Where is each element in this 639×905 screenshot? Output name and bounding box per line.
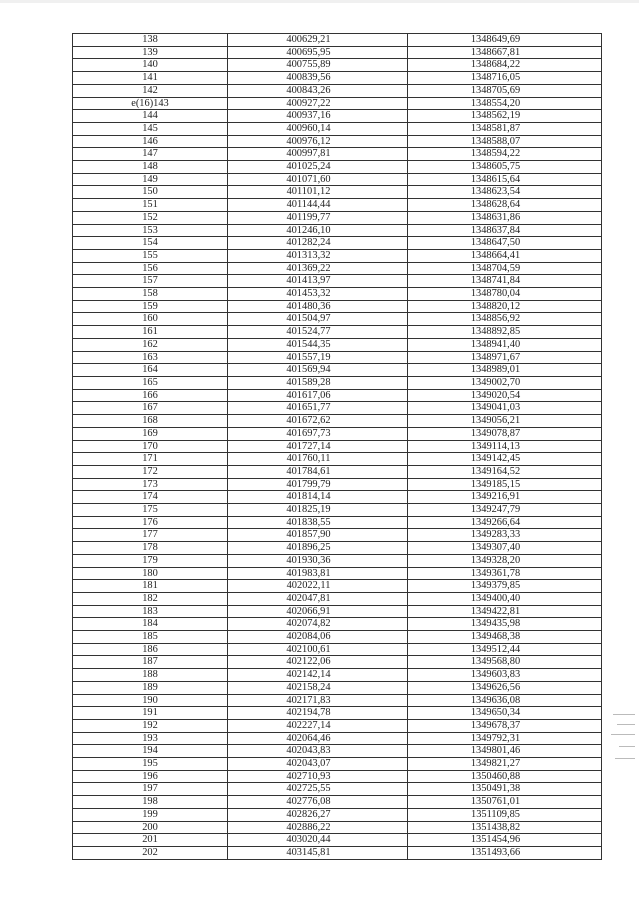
y-coordinate-cell: 1349821,27 bbox=[408, 758, 602, 771]
point-number-cell: 141 bbox=[73, 72, 228, 85]
y-coordinate-cell: 1349142,45 bbox=[408, 453, 602, 466]
y-coordinate-cell: 1348588,07 bbox=[408, 135, 602, 148]
point-number-cell: 148 bbox=[73, 161, 228, 174]
y-coordinate-cell: 1348615,64 bbox=[408, 173, 602, 186]
y-coordinate-cell: 1349468,38 bbox=[408, 631, 602, 644]
point-number-cell: 173 bbox=[73, 478, 228, 491]
x-coordinate-cell: 401857,90 bbox=[228, 529, 408, 542]
table-row bbox=[73, 567, 602, 580]
table-row bbox=[73, 313, 602, 326]
point-number-cell: 155 bbox=[73, 249, 228, 262]
y-coordinate-cell: 1349422,81 bbox=[408, 605, 602, 618]
table-row bbox=[73, 364, 602, 377]
x-coordinate-cell: 403020,44 bbox=[228, 834, 408, 847]
table-row bbox=[73, 173, 602, 186]
table-row bbox=[73, 249, 602, 262]
y-coordinate-cell: 1349400,40 bbox=[408, 592, 602, 605]
x-coordinate-cell: 402710,93 bbox=[228, 770, 408, 783]
table-row bbox=[73, 491, 602, 504]
table-row bbox=[73, 211, 602, 224]
table-row bbox=[73, 376, 602, 389]
y-coordinate-cell: 1349435,98 bbox=[408, 618, 602, 631]
y-coordinate-cell: 1349636,08 bbox=[408, 694, 602, 707]
coordinates-table-body bbox=[73, 34, 602, 860]
x-coordinate-cell: 401672,62 bbox=[228, 415, 408, 428]
y-coordinate-cell: 1348581,87 bbox=[408, 122, 602, 135]
x-coordinate-cell: 403145,81 bbox=[228, 847, 408, 860]
y-coordinate-cell: 1348820,12 bbox=[408, 300, 602, 313]
table-row bbox=[73, 669, 602, 682]
table-row bbox=[73, 97, 602, 110]
table-row bbox=[73, 453, 602, 466]
point-number-cell: 170 bbox=[73, 440, 228, 453]
x-coordinate-cell: 401651,77 bbox=[228, 402, 408, 415]
y-coordinate-cell: 1350460,88 bbox=[408, 770, 602, 783]
table-row bbox=[73, 529, 602, 542]
point-number-cell: 154 bbox=[73, 237, 228, 250]
point-number-cell: 172 bbox=[73, 465, 228, 478]
table-row bbox=[73, 84, 602, 97]
y-coordinate-cell: 1349650,34 bbox=[408, 707, 602, 720]
x-coordinate-cell: 401282,24 bbox=[228, 237, 408, 250]
point-number-cell: 159 bbox=[73, 300, 228, 313]
table-row bbox=[73, 656, 602, 669]
x-coordinate-cell: 401453,32 bbox=[228, 288, 408, 301]
y-coordinate-cell: 1349568,80 bbox=[408, 656, 602, 669]
point-number-cell: 190 bbox=[73, 694, 228, 707]
table-row bbox=[73, 745, 602, 758]
y-coordinate-cell: 1348741,84 bbox=[408, 275, 602, 288]
point-number-cell: 193 bbox=[73, 732, 228, 745]
point-number-cell: 146 bbox=[73, 135, 228, 148]
point-number-cell: 162 bbox=[73, 338, 228, 351]
x-coordinate-cell: 401896,25 bbox=[228, 542, 408, 555]
table-row bbox=[73, 110, 602, 123]
point-number-cell: 187 bbox=[73, 656, 228, 669]
coordinates-table bbox=[72, 33, 602, 860]
x-coordinate-cell: 402826,27 bbox=[228, 808, 408, 821]
point-number-cell: 186 bbox=[73, 643, 228, 656]
x-coordinate-cell: 401814,14 bbox=[228, 491, 408, 504]
x-coordinate-cell: 401413,97 bbox=[228, 275, 408, 288]
point-number-cell: 184 bbox=[73, 618, 228, 631]
point-number-cell: 147 bbox=[73, 148, 228, 161]
x-coordinate-cell: 401199,77 bbox=[228, 211, 408, 224]
point-number-cell: 183 bbox=[73, 605, 228, 618]
x-coordinate-cell: 400695,95 bbox=[228, 46, 408, 59]
y-coordinate-cell: 1349114,13 bbox=[408, 440, 602, 453]
y-coordinate-cell: 1348562,19 bbox=[408, 110, 602, 123]
table-row bbox=[73, 72, 602, 85]
x-coordinate-cell: 401101,12 bbox=[228, 186, 408, 199]
point-number-cell: 191 bbox=[73, 707, 228, 720]
table-row bbox=[73, 847, 602, 860]
y-coordinate-cell: 1349020,54 bbox=[408, 389, 602, 402]
point-number-cell: 149 bbox=[73, 173, 228, 186]
x-coordinate-cell: 400997,81 bbox=[228, 148, 408, 161]
y-coordinate-cell: 1348684,22 bbox=[408, 59, 602, 72]
y-coordinate-cell: 1348705,69 bbox=[408, 84, 602, 97]
x-coordinate-cell: 401524,77 bbox=[228, 326, 408, 339]
y-coordinate-cell: 1348856,92 bbox=[408, 313, 602, 326]
table-row bbox=[73, 224, 602, 237]
page-top-edge bbox=[0, 0, 639, 3]
x-coordinate-cell: 401071,60 bbox=[228, 173, 408, 186]
point-number-cell: 177 bbox=[73, 529, 228, 542]
y-coordinate-cell: 1349801,46 bbox=[408, 745, 602, 758]
x-coordinate-cell: 401617,06 bbox=[228, 389, 408, 402]
table-row bbox=[73, 338, 602, 351]
y-coordinate-cell: 1348647,50 bbox=[408, 237, 602, 250]
table-row bbox=[73, 440, 602, 453]
point-number-cell: 153 bbox=[73, 224, 228, 237]
x-coordinate-cell: 402066,91 bbox=[228, 605, 408, 618]
x-coordinate-cell: 402142,14 bbox=[228, 669, 408, 682]
y-coordinate-cell: 1350491,38 bbox=[408, 783, 602, 796]
point-number-cell: 169 bbox=[73, 427, 228, 440]
y-coordinate-cell: 1351493,66 bbox=[408, 847, 602, 860]
table-row bbox=[73, 542, 602, 555]
table-row bbox=[73, 631, 602, 644]
x-coordinate-cell: 401697,73 bbox=[228, 427, 408, 440]
y-coordinate-cell: 1348989,01 bbox=[408, 364, 602, 377]
point-number-cell: 145 bbox=[73, 122, 228, 135]
point-number-cell: 182 bbox=[73, 592, 228, 605]
x-coordinate-cell: 400937,16 bbox=[228, 110, 408, 123]
x-coordinate-cell: 401727,14 bbox=[228, 440, 408, 453]
x-coordinate-cell: 402171,83 bbox=[228, 694, 408, 707]
x-coordinate-cell: 402194,78 bbox=[228, 707, 408, 720]
y-coordinate-cell: 1349678,37 bbox=[408, 719, 602, 732]
table-row bbox=[73, 554, 602, 567]
x-coordinate-cell: 401504,97 bbox=[228, 313, 408, 326]
y-coordinate-cell: 1348623,54 bbox=[408, 186, 602, 199]
x-coordinate-cell: 401025,24 bbox=[228, 161, 408, 174]
point-number-cell: 189 bbox=[73, 681, 228, 694]
table-row bbox=[73, 605, 602, 618]
point-number-cell: 179 bbox=[73, 554, 228, 567]
point-number-cell: 167 bbox=[73, 402, 228, 415]
x-coordinate-cell: 402776,08 bbox=[228, 796, 408, 809]
table-row bbox=[73, 186, 602, 199]
table-row bbox=[73, 351, 602, 364]
point-number-cell: 157 bbox=[73, 275, 228, 288]
point-number-cell: 144 bbox=[73, 110, 228, 123]
point-number-cell: 175 bbox=[73, 504, 228, 517]
x-coordinate-cell: 402158,24 bbox=[228, 681, 408, 694]
table-row bbox=[73, 300, 602, 313]
x-coordinate-cell: 402100,61 bbox=[228, 643, 408, 656]
y-coordinate-cell: 1348780,04 bbox=[408, 288, 602, 301]
point-number-cell: 171 bbox=[73, 453, 228, 466]
point-number-cell: 202 bbox=[73, 847, 228, 860]
table-row bbox=[73, 643, 602, 656]
table-row bbox=[73, 770, 602, 783]
table-row bbox=[73, 59, 602, 72]
table-row bbox=[73, 34, 602, 47]
point-number-cell: 150 bbox=[73, 186, 228, 199]
y-coordinate-cell: 1351438,82 bbox=[408, 821, 602, 834]
x-coordinate-cell: 402074,82 bbox=[228, 618, 408, 631]
x-coordinate-cell: 400927,22 bbox=[228, 97, 408, 110]
table-row bbox=[73, 719, 602, 732]
table-row bbox=[73, 326, 602, 339]
table-row bbox=[73, 834, 602, 847]
point-number-cell: e(16)143 bbox=[73, 97, 228, 110]
x-coordinate-cell: 402064,46 bbox=[228, 732, 408, 745]
table-row bbox=[73, 580, 602, 593]
x-coordinate-cell: 401838,55 bbox=[228, 516, 408, 529]
point-number-cell: 197 bbox=[73, 783, 228, 796]
table-row bbox=[73, 707, 602, 720]
point-number-cell: 201 bbox=[73, 834, 228, 847]
x-coordinate-cell: 400629,21 bbox=[228, 34, 408, 47]
point-number-cell: 158 bbox=[73, 288, 228, 301]
point-number-cell: 198 bbox=[73, 796, 228, 809]
table-row bbox=[73, 821, 602, 834]
table-row bbox=[73, 758, 602, 771]
point-number-cell: 199 bbox=[73, 808, 228, 821]
point-number-cell: 195 bbox=[73, 758, 228, 771]
y-coordinate-cell: 1348892,85 bbox=[408, 326, 602, 339]
table-row bbox=[73, 415, 602, 428]
y-coordinate-cell: 1349041,03 bbox=[408, 402, 602, 415]
table-row bbox=[73, 427, 602, 440]
y-coordinate-cell: 1349626,56 bbox=[408, 681, 602, 694]
x-coordinate-cell: 401369,22 bbox=[228, 262, 408, 275]
y-coordinate-cell: 1349185,15 bbox=[408, 478, 602, 491]
x-coordinate-cell: 401246,10 bbox=[228, 224, 408, 237]
table-row bbox=[73, 199, 602, 212]
y-coordinate-cell: 1349216,91 bbox=[408, 491, 602, 504]
point-number-cell: 194 bbox=[73, 745, 228, 758]
point-number-cell: 163 bbox=[73, 351, 228, 364]
table-row bbox=[73, 161, 602, 174]
x-coordinate-cell: 401930,36 bbox=[228, 554, 408, 567]
table-row bbox=[73, 796, 602, 809]
x-coordinate-cell: 400839,56 bbox=[228, 72, 408, 85]
y-coordinate-cell: 1348594,22 bbox=[408, 148, 602, 161]
table-row bbox=[73, 237, 602, 250]
point-number-cell: 174 bbox=[73, 491, 228, 504]
table-row bbox=[73, 122, 602, 135]
table-row bbox=[73, 783, 602, 796]
y-coordinate-cell: 1349164,52 bbox=[408, 465, 602, 478]
x-coordinate-cell: 402886,22 bbox=[228, 821, 408, 834]
table-row bbox=[73, 808, 602, 821]
x-coordinate-cell: 401760,11 bbox=[228, 453, 408, 466]
y-coordinate-cell: 1349247,79 bbox=[408, 504, 602, 517]
y-coordinate-cell: 1349307,40 bbox=[408, 542, 602, 555]
y-coordinate-cell: 1351454,96 bbox=[408, 834, 602, 847]
y-coordinate-cell: 1348637,84 bbox=[408, 224, 602, 237]
y-coordinate-cell: 1348554,20 bbox=[408, 97, 602, 110]
coordinates-table-container bbox=[72, 33, 601, 860]
x-coordinate-cell: 400976,12 bbox=[228, 135, 408, 148]
point-number-cell: 192 bbox=[73, 719, 228, 732]
table-row bbox=[73, 135, 602, 148]
point-number-cell: 161 bbox=[73, 326, 228, 339]
point-number-cell: 181 bbox=[73, 580, 228, 593]
y-coordinate-cell: 1348664,41 bbox=[408, 249, 602, 262]
y-coordinate-cell: 1349056,21 bbox=[408, 415, 602, 428]
y-coordinate-cell: 1349002,70 bbox=[408, 376, 602, 389]
y-coordinate-cell: 1349512,44 bbox=[408, 643, 602, 656]
y-coordinate-cell: 1349328,20 bbox=[408, 554, 602, 567]
x-coordinate-cell: 401589,28 bbox=[228, 376, 408, 389]
point-number-cell: 164 bbox=[73, 364, 228, 377]
table-row bbox=[73, 465, 602, 478]
table-row bbox=[73, 478, 602, 491]
x-coordinate-cell: 400960,14 bbox=[228, 122, 408, 135]
x-coordinate-cell: 402227,14 bbox=[228, 719, 408, 732]
point-number-cell: 178 bbox=[73, 542, 228, 555]
y-coordinate-cell: 1348605,75 bbox=[408, 161, 602, 174]
point-number-cell: 166 bbox=[73, 389, 228, 402]
point-number-cell: 160 bbox=[73, 313, 228, 326]
x-coordinate-cell: 401983,81 bbox=[228, 567, 408, 580]
table-row bbox=[73, 516, 602, 529]
y-coordinate-cell: 1348649,69 bbox=[408, 34, 602, 47]
y-coordinate-cell: 1349379,85 bbox=[408, 580, 602, 593]
x-coordinate-cell: 402043,83 bbox=[228, 745, 408, 758]
x-coordinate-cell: 401557,19 bbox=[228, 351, 408, 364]
x-coordinate-cell: 401799,79 bbox=[228, 478, 408, 491]
y-coordinate-cell: 1348716,05 bbox=[408, 72, 602, 85]
x-coordinate-cell: 402047,81 bbox=[228, 592, 408, 605]
y-coordinate-cell: 1348971,67 bbox=[408, 351, 602, 364]
x-coordinate-cell: 402725,55 bbox=[228, 783, 408, 796]
point-number-cell: 156 bbox=[73, 262, 228, 275]
y-coordinate-cell: 1349603,83 bbox=[408, 669, 602, 682]
x-coordinate-cell: 402122,06 bbox=[228, 656, 408, 669]
x-coordinate-cell: 402084,06 bbox=[228, 631, 408, 644]
table-row bbox=[73, 288, 602, 301]
y-coordinate-cell: 1350761,01 bbox=[408, 796, 602, 809]
y-coordinate-cell: 1348667,81 bbox=[408, 46, 602, 59]
table-row bbox=[73, 694, 602, 707]
table-row bbox=[73, 618, 602, 631]
table-row bbox=[73, 275, 602, 288]
y-coordinate-cell: 1349078,87 bbox=[408, 427, 602, 440]
margin-scan-marks bbox=[611, 712, 635, 772]
point-number-cell: 138 bbox=[73, 34, 228, 47]
table-row bbox=[73, 504, 602, 517]
point-number-cell: 180 bbox=[73, 567, 228, 580]
point-number-cell: 140 bbox=[73, 59, 228, 72]
y-coordinate-cell: 1348704,59 bbox=[408, 262, 602, 275]
point-number-cell: 151 bbox=[73, 199, 228, 212]
table-row bbox=[73, 732, 602, 745]
table-row bbox=[73, 262, 602, 275]
point-number-cell: 185 bbox=[73, 631, 228, 644]
x-coordinate-cell: 401544,35 bbox=[228, 338, 408, 351]
x-coordinate-cell: 402043,07 bbox=[228, 758, 408, 771]
point-number-cell: 200 bbox=[73, 821, 228, 834]
x-coordinate-cell: 401569,94 bbox=[228, 364, 408, 377]
x-coordinate-cell: 401784,61 bbox=[228, 465, 408, 478]
x-coordinate-cell: 401825,19 bbox=[228, 504, 408, 517]
table-row bbox=[73, 402, 602, 415]
point-number-cell: 142 bbox=[73, 84, 228, 97]
y-coordinate-cell: 1349361,78 bbox=[408, 567, 602, 580]
x-coordinate-cell: 400755,89 bbox=[228, 59, 408, 72]
y-coordinate-cell: 1348628,64 bbox=[408, 199, 602, 212]
point-number-cell: 188 bbox=[73, 669, 228, 682]
table-row bbox=[73, 46, 602, 59]
point-number-cell: 176 bbox=[73, 516, 228, 529]
x-coordinate-cell: 400843,26 bbox=[228, 84, 408, 97]
table-row bbox=[73, 681, 602, 694]
table-row bbox=[73, 592, 602, 605]
y-coordinate-cell: 1348631,86 bbox=[408, 211, 602, 224]
x-coordinate-cell: 401480,36 bbox=[228, 300, 408, 313]
point-number-cell: 165 bbox=[73, 376, 228, 389]
table-row bbox=[73, 389, 602, 402]
y-coordinate-cell: 1351109,85 bbox=[408, 808, 602, 821]
y-coordinate-cell: 1349792,31 bbox=[408, 732, 602, 745]
point-number-cell: 152 bbox=[73, 211, 228, 224]
y-coordinate-cell: 1349266,64 bbox=[408, 516, 602, 529]
point-number-cell: 139 bbox=[73, 46, 228, 59]
x-coordinate-cell: 402022,11 bbox=[228, 580, 408, 593]
y-coordinate-cell: 1349283,33 bbox=[408, 529, 602, 542]
y-coordinate-cell: 1348941,40 bbox=[408, 338, 602, 351]
x-coordinate-cell: 401144,44 bbox=[228, 199, 408, 212]
point-number-cell: 168 bbox=[73, 415, 228, 428]
point-number-cell: 196 bbox=[73, 770, 228, 783]
x-coordinate-cell: 401313,32 bbox=[228, 249, 408, 262]
table-row bbox=[73, 148, 602, 161]
